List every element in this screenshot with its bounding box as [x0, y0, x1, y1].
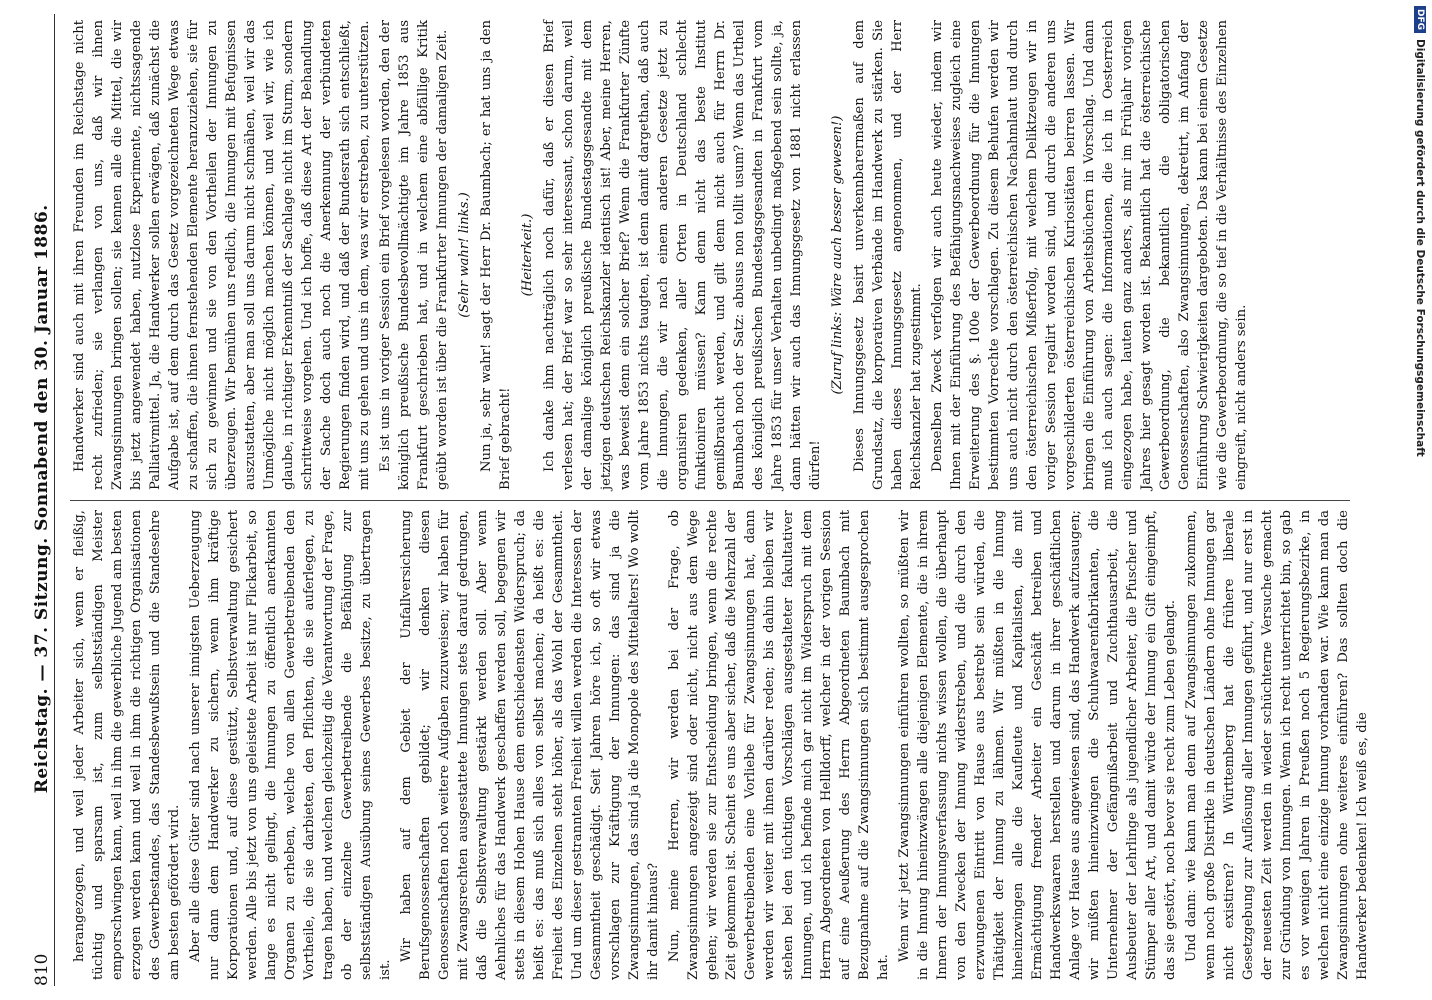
- digitization-credit-text: Digitalisierung gefördert durch die Deutsche Forschungsgemeinschaft: [1414, 39, 1426, 457]
- paragraph: Nun ja, sehr wahr! sagt der Herr Dr. Baumbach; er hat uns ja den Brief gebracht!: [479, 20, 513, 490]
- paragraph: herangezogen, und weil jeder Arbeiter sich, wenn er fleißig, tüchtig und sparsam ist, zum selbstständigen Meister emporschwingen kann, weil in ihm die gewerbliche Jugend am besten erzogen werden kann und weil in ihm die richtigen Organisationen des Gewerbestandes, das Standesbewußtsein und die Standesehre am besten gefördert wird.: [72, 510, 182, 980]
- page-header: [30, 14, 55, 986]
- dfg-logo-badge: DFG: [1414, 6, 1426, 33]
- digitization-credit-strip: [1408, 0, 1432, 1000]
- paragraph: Nun, meine Herren, wir werden bei der Frage, ob Zwangsinnungen angezeigt sind oder nicht, nicht aus dem Wege gehen; wir werden sie zur Entscheidung bringen, wenn die rechte Zeit gekommen ist. Scheint es uns aber sicher, daß die Mehrzahl der Gewerbetreibenden eine Vorliebe für Zwangsinnungen hat, dann werden wir weiter mit ihnen darüber reden; bis dahin bleiben wir stehen bei den tüchtigen Vorschlägen ausgestalteter fakultativer Innungen, und ich befinde mich gar nicht im Widerspruch mit dem Herrn Abgeordneten von Hellldorff, welcher in der vorigen Session auf eine Aeußerung des Herrn Abgeordneten Baumbach mit Bezugnahme auf die Zwangsinnungen sich bestimmt ausgesprochen hat.: [667, 510, 891, 980]
- page-title: Reichstag. — 37. Sitzung. Sonnabend den 30. Januar 1886.: [32, 204, 52, 794]
- paragraph: Wenn wir jetzt Zwangsinnungen einführen wollten, so müßten wir in die Innung hineinzwängen alle diejenigen Elemente, die in ihrem Innern der Innungsverfassung nichts wissen wollen, die überhaupt von den Zwecken der Innung widerstreben, und die durch den erzwungenen Eintritt von Hause aus bestrebt sein würden, die Thätigkeit der Innung zu lähmen. Wir müßten in die Innung hineinzwingen alle die Kaufleute und Kapitalisten, die mit Ermächtigung fremder Arbeiter ein Geschäft betreiben und Handwerkswaaren herstellen und darum in ihrer geschäftlichen Anlage vor Hause aus angewiesen sind, das Handwerk aufzusaugen; wir müßten hineinzwingen die Schuhwaarenfabrikanten, die Unternehmer der Gefängnißarbeit und Zuchthausarbeit, die Ausbeuter der Lehrlinge als jugendlicher Arbeiter, die Pfuscher und Stümper aller Art, und damit würde der Innung ein Gift eingeimpft, das sie gestört, noch bevor sie recht zum Leben gelangt.: [897, 510, 1178, 980]
- digitization-credit: [1408, 0, 1432, 1000]
- interjection: (Heiterkeit.): [520, 213, 535, 297]
- paragraph: Handwerker sind auch mit ihren Freunden im Reichstage nicht recht zufrieden; sie verlangen von uns, daß wir ihnen Zwangsinnungen bringen sollen; sie kennen alle die Mittel, die wir bis jetzt angewendet haben, nutzlose Experimente, nichtssagende Palliativmittel. Ja, die Handwerker sollen erwägen, daß zunächst die Aufgabe ist, auf dem durch das Gesetz vorgezeichneten Wege etwas zu schaffen, die ihnen fernstehenden Elemente heranzuziehen, sie für sich zu gewinnen und sie von den Vortheilen der Innungen zu überzeugen. Wir bemühen uns redlich, die Innungen mit Befugnissen auszustatten, aber man soll uns darum nicht schmähen, weil wir das Unmögliche nicht möglich machen können, und weil wir, wie ich glaube, in richtiger Erkenntniß der Sachlage nicht im Sturm, sondern schrittweise vorgehen. Und ich hoffe, daß diese Art der Behandlung der Sache doch auch noch die Anerkennung der verbündeten Regierungen finden wird, und daß der Bundesrath sich entschließt, mit uns zu gehen und uns in dem, was wir erstreben, zu unterstützen.: [72, 20, 372, 490]
- interjection: (Sehr wahr! links.): [457, 192, 472, 318]
- page-number: 810: [32, 953, 52, 986]
- text-column-left: [70, 510, 1370, 980]
- paragraph: Aber alle diese Güter sind nach unserer innigsten Ueberzeugung nur dann dem Handwerker zu sichern, wenn ihm kräftige Korporationen und, auf diese gestützt, Selbstverwaltung gesichert werden. Alle bis jetzt von uns geleistete Arbeit ist nur Flickarbeit, so lange es nicht gelingt, die Innungen zu öffentlich anerkannten Organen zu erheben, welche von allen Gewerbetreibenden den Vortheile, die sie darbieten, den Pflichten, die sie auferlegen, zu tragen haben, und welchen gleichzeitig die Verantwortung der Frage, ob der einzelne Gewerbetreibende die Befähigung zur selbstständigen Ausübung seines Gewerbes besitze, zu übertragen ist.: [188, 510, 393, 980]
- column-divider: [70, 500, 1350, 501]
- paragraph: Ich danke ihm nachträglich noch dafür, daß er diesen Brief verlesen hat; der Brief war so sehr interessant, schon darum, weil der damalige königlich preußische Bundestagsgesandte mit dem jetzigen deutschen Reichskanzler identisch ist! Aber, meine Herren, was beweist denn ein solcher Brief? Wenn die Frankfurter Zünfte vom Jahre 1853 nichts taugten, ist denn damit dargethan, daß auch die Innungen, die wir nach einem anderen Gesetze jetzt zu organisiren gedenken, aller Orten in Deutschland schlecht funktioniren müssen? Kann denn nicht das beste Institut gemißbraucht werden, und gilt denn nicht auch für Herrn Dr. Baumbach noch der Satz: abusus non tollit usum? Wenn das Urtheil des königlich preußischen Bundestagsgesandten in Frankfurt vom Jahre 1853 für unser Verhalten unbedingt maßgebend sein sollte, ja, dann hätten wir auch das Innungsgesetz von 1881 nicht erlassen dürfen!: [542, 20, 823, 490]
- interjection: (Zuruf links: Wäre auch besser gewesen!): [830, 115, 845, 395]
- text-column-right: [70, 20, 1350, 490]
- paragraph: Denselben Zweck verfolgen wir auch heute wieder, indem wir Ihnen mit der Einführung des Befähigungsnachweises zugleich eine Erweiterung des §. 100e der Gewerbeordnung für die Innungen bestimmten Vorrechte vorschlagen. Zu diesem Behufen werden wir uns auch nicht durch den österreichischen Nachahmlaut und durch den österreichischen Mißerfolg, mit welchem Deliktzeugen wir in voriger Session regalirt worden sind, und durch die anderen uns vorgeschilderten österreichischen Kuriositäten beirren lassen. Wir bringen die Einführung von Arbeitsbüchern in Vorschlag. Und dann muß ich auch sagen: die Informationen, die ich in Oesterreich eingezogen habe, lauten ganz anders, als mir im Frühjahr vorigen Jahres hier gesagt worden ist. Bekanntlich hat die österreichische Gewerbeordnung, die bekanntlich die obligatorischen Genossenschaften, also Zwangsinnungen, dekretirt, im Anfang der Einführung Schwierigkeiten dargeboten. Das kann bei einem Gesetze wie die Gewerbeordnung, die so tief in die Verhältnisse des Einzelnen eingreift, nicht anders sein.: [930, 20, 1249, 490]
- paragraph: Es ist uns in voriger Session ein Brief vorgelesen worden, den der königlich preußische Bundesbevollmächtigte im Jahre 1853 aus Frankfurt geschrieben hat, und in welchem eine abfällige Kritik geübt worden ist über die Frankfurter Innungen der damaligen Zeit.: [378, 20, 450, 490]
- paragraph: Und dann: wie kann man denn auf Zwangsinnungen zukommen, wenn noch große Distrikte in deutschen Ländern ohne Innungen gar nicht existiren? In Württemberg hat die frühere liberale Gesetzgebung zur Auflösung aller Innungen geführt, und nur erst in der neuesten Zeit werden in wieder schüchterne Versuche gemacht zur Gründung von Innungen. Wenn ich recht unterrichtet bin, so gab es vor wenigen Jahren in Preußen noch 5 Regierungsbezirke, in welchen nicht eine einzige Innung vorhanden war. Wie kann man da Zwangsinnungen ohne weiteres einführen? Das sollten doch die Handwerker bedenken! Ich weiß es, die: [1184, 510, 1370, 980]
- paragraph: Wir haben auf dem Gebiet der Unfallversicherung Berufsgenossenschaften gebildet; wir denken diesen Genossenschaften noch weitere Aufgaben zuzuweisen; wir haben für mit Zwangsrechten ausgestattete Innungen stets darauf gedrungen, daß die Selbstverwaltung gestärkt werden soll. Aber wenn Aehnliches für das Handwerk geschaffen werden soll, begegnen wir stets in diesem Hohen Hause dem entschiedensten Widerspruch; da heißt es: das muß sich alles von selbst machen; da heißt es: die Freiheit des Einzelnen steht höher, als das Wohl der Gesammtheit. Und um dieser gestrannten Freiheit willen werden die Interessen der Gesammtheit geschädigt. Seit Jahren höre ich, so oft wir etwas vorschlagen zur Kräftigung der Innungen: das sind ja die Zwangsinnungen, das sind ja die Monopole des Mittelalters! Wo wollt ihr damit hinaus?: [399, 510, 661, 980]
- paragraph: Dieses Innungsgesetz basirt unverkennbarermaßen auf dem Grundsatz, die korporativen Verbände im Handwerk zu stärken. Sie haben dieses Innungsgesetz angenommen, und der Herr Reichskanzler hat zugestimmt.: [852, 20, 924, 490]
